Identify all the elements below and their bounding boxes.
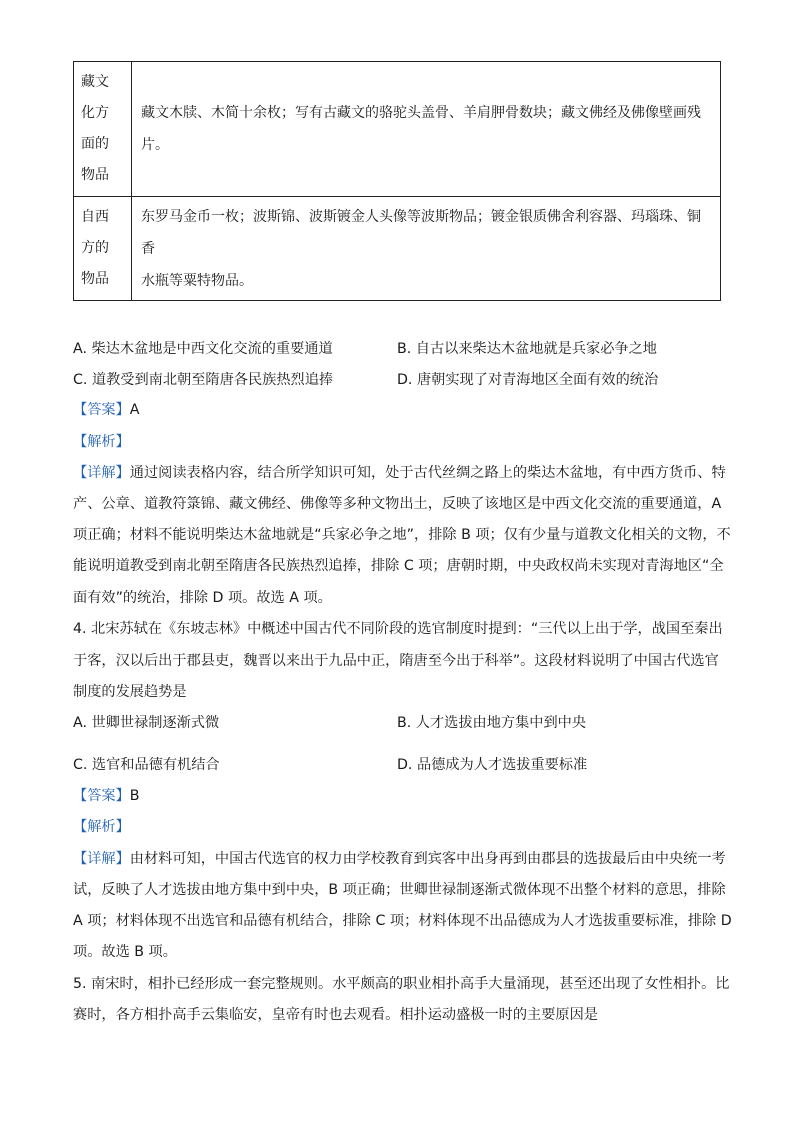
q3-analysis-tag: 【解析】 bbox=[73, 434, 130, 450]
description-line: 片。 bbox=[141, 137, 169, 153]
q4-stem-line: 4. 北宋苏轼在《东坡志林》中概述中国古代不同阶段的选官制度时提到：“三代以上出于学，战国至秦出 bbox=[73, 621, 723, 637]
table-row bbox=[74, 62, 721, 197]
table-row bbox=[74, 197, 721, 301]
detail-tag: 【详解】 bbox=[73, 465, 130, 481]
q4-stem-line: 制度的发展趋势是 bbox=[73, 684, 187, 700]
q3-option-d: D. 唐朝实现了对青海地区全面有效的统治 bbox=[397, 372, 659, 388]
detail-text: 通过阅读表格内容，结合所学知识可知，处于古代丝绸之路上的柴达木盆地，有中西方货币、特 bbox=[129, 465, 726, 481]
q4-detail-line bbox=[73, 849, 726, 869]
q4-detail-line: 项。故选 B 项。 bbox=[73, 944, 177, 960]
q4-detail-line: 试，反映了人才选拔由地方集中到中央，B 项正确；世卿世禄制逐渐式微体现不出整个材料的意思，排除 bbox=[73, 882, 726, 898]
answer-tag: 【答案】 bbox=[73, 402, 130, 418]
category-line: 方的 bbox=[81, 240, 109, 256]
answer-value: A bbox=[129, 402, 140, 418]
table-category-cell bbox=[74, 62, 132, 197]
q5-stem-line: 5. 南宋时，相扑已经形成一套完整规则。水平颇高的职业相扑高手大量涌现，甚至还出现了女性相扑。比 bbox=[73, 976, 730, 992]
answer-tag: 【答案】 bbox=[73, 788, 130, 804]
q4-stem-line: 于客，汉以后出于郡县吏，魏晋以来出于九品中正，隋唐至今出于科举”。这段材料说明了中国古代选官 bbox=[73, 653, 719, 669]
description-line: 藏文木牍、木简十余枚；写有古藏文的骆驼头盖骨、羊肩胛骨数块；藏文佛经及佛像壁画残 bbox=[141, 105, 701, 121]
answer-value: B bbox=[129, 788, 140, 804]
q3-detail-line bbox=[73, 463, 726, 483]
q4-option-b: B. 人才选拔由地方集中到中央 bbox=[397, 715, 587, 731]
q3-option-b: B. 自古以来柴达木盆地就是兵家必争之地 bbox=[397, 341, 657, 357]
category-line: 化方 bbox=[81, 105, 109, 121]
description-line: 水瓶等粟特物品。 bbox=[141, 272, 253, 289]
q5-stem-line: 赛时，各方相扑高手云集临安，皇帝有时也去观看。相扑运动盛极一时的主要原因是 bbox=[73, 1007, 598, 1023]
category-line: 面的 bbox=[81, 136, 109, 152]
table-description-cell bbox=[132, 197, 721, 301]
category-line: 物品 bbox=[81, 271, 109, 287]
description-line: 东罗马金币一枚；波斯锦、波斯镀金人头像等波斯物品；镀金银质佛舍利容器、玛瑙珠、铜香 bbox=[141, 208, 701, 257]
q3-answer bbox=[73, 400, 139, 420]
q4-option-a: A. 世卿世禄制逐渐式微 bbox=[73, 715, 220, 731]
q4-option-d: D. 品德成为人才选拔重要标准 bbox=[397, 757, 588, 773]
q3-detail-line: 产、公章、道教符箓锦、藏文佛经、佛像等多种文物出土，反映了该地区是中西文化交流的重要通道，A bbox=[73, 496, 722, 512]
category-line: 自西 bbox=[81, 209, 109, 225]
q3-option-c: C. 道教受到南北朝至隋唐各民族热烈追捧 bbox=[73, 372, 334, 388]
q4-answer bbox=[73, 786, 140, 806]
artifact-table bbox=[73, 61, 721, 301]
q3-detail-line: 项正确；材料不能说明柴达木盆地就是“兵家必争之地”，排除 B 项；仅有少量与道教文化相关的文物，不 bbox=[73, 527, 731, 543]
q4-detail-line: A 项；材料体现不出选官和品德有机结合，排除 C 项；材料体现不出品德成为人才选拔重要标准，排除 D bbox=[73, 913, 732, 929]
q4-option-c: C. 选官和品德有机结合 bbox=[73, 757, 220, 773]
category-line: 藏文 bbox=[81, 74, 109, 90]
detail-tag: 【详解】 bbox=[73, 851, 130, 867]
table-category-cell bbox=[74, 197, 132, 301]
q3-option-a: A. 柴达木盆地是中西文化交流的重要通道 bbox=[73, 341, 333, 357]
table-description-cell bbox=[132, 62, 721, 197]
category-line: 物品 bbox=[81, 167, 109, 183]
q4-analysis-tag: 【解析】 bbox=[73, 819, 130, 835]
detail-text: 由材料可知，中国古代选官的权力由学校教育到宾客中出身再到由郡县的选拔最后由中央统一考 bbox=[129, 851, 726, 867]
q3-detail-line: 面有效”的统治，排除 D 项。故选 A 项。 bbox=[73, 590, 332, 606]
q3-detail-line: 能说明道教受到南北朝至隋唐各民族热烈追捧，排除 C 项；唐朝时期，中央政权尚未实现对青海地区“全 bbox=[73, 558, 724, 574]
